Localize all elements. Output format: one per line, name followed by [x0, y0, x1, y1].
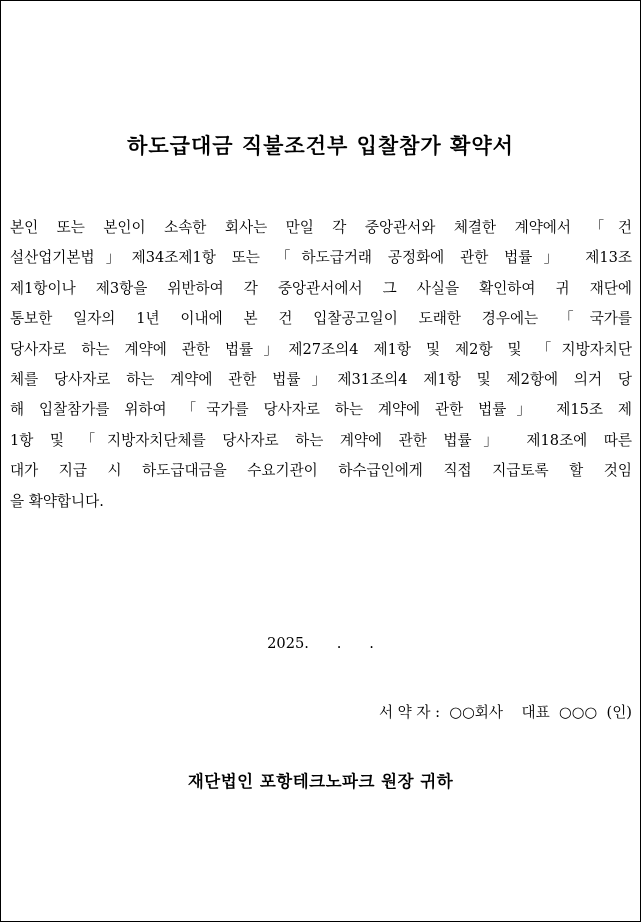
body-line: 을 확약합니다.	[10, 492, 104, 510]
body-line: 제1항이나 제3항을 위반하여 각 중앙관서에서 그 사실을 확인하여 귀 재단에	[10, 279, 632, 297]
body-line: 본인 또는 본인이 소속한 회사는 만일 각 중앙관서와 체결한 계약에서 「건	[10, 219, 632, 236]
body-line: 당사자로 하는 계약에 관한 법률」제27조의4 제1항 및 제2항 및 「지방자치단	[10, 340, 632, 358]
document-title: 하도급대금 직불조건부 입찰참가 확약서	[127, 133, 514, 158]
body-line: 1항 및 「지방자치단체를 당사자로 하는 계약에 관한 법률」 제18조에 따른	[10, 431, 632, 449]
body-line: 체를 당사자로 하는 계약에 관한 법률」제31조의4 제1항 및 제2항에 의거 당	[10, 370, 632, 388]
body-line: 설산업기본법」제34조제1항 또는 「하도급거래 공정화에 관한 법률」 제13조	[10, 249, 632, 267]
body-line: 통보한 일자의 1년 이내에 본 건 입찰공고일이 도래한 경우에는 「국가를	[10, 310, 632, 328]
body-line: 대가 지급 시 하도급대금을 수요기관이 하수급인에게 직접 지급토록 할 것임	[10, 462, 632, 480]
pledge-body	[10, 213, 632, 517]
addressee: 재단법인 포항테크노파크 원장 귀하	[187, 772, 454, 791]
signer-line: 서 약 자 : ○○회사 대표 ○○○ (인)	[378, 704, 632, 721]
pledge-date: 2025. . .	[267, 635, 374, 652]
body-line: 해 입찰참가를 위하여 「국가를 당사자로 하는 계약에 관한 법률」 제15조 제	[10, 401, 632, 419]
